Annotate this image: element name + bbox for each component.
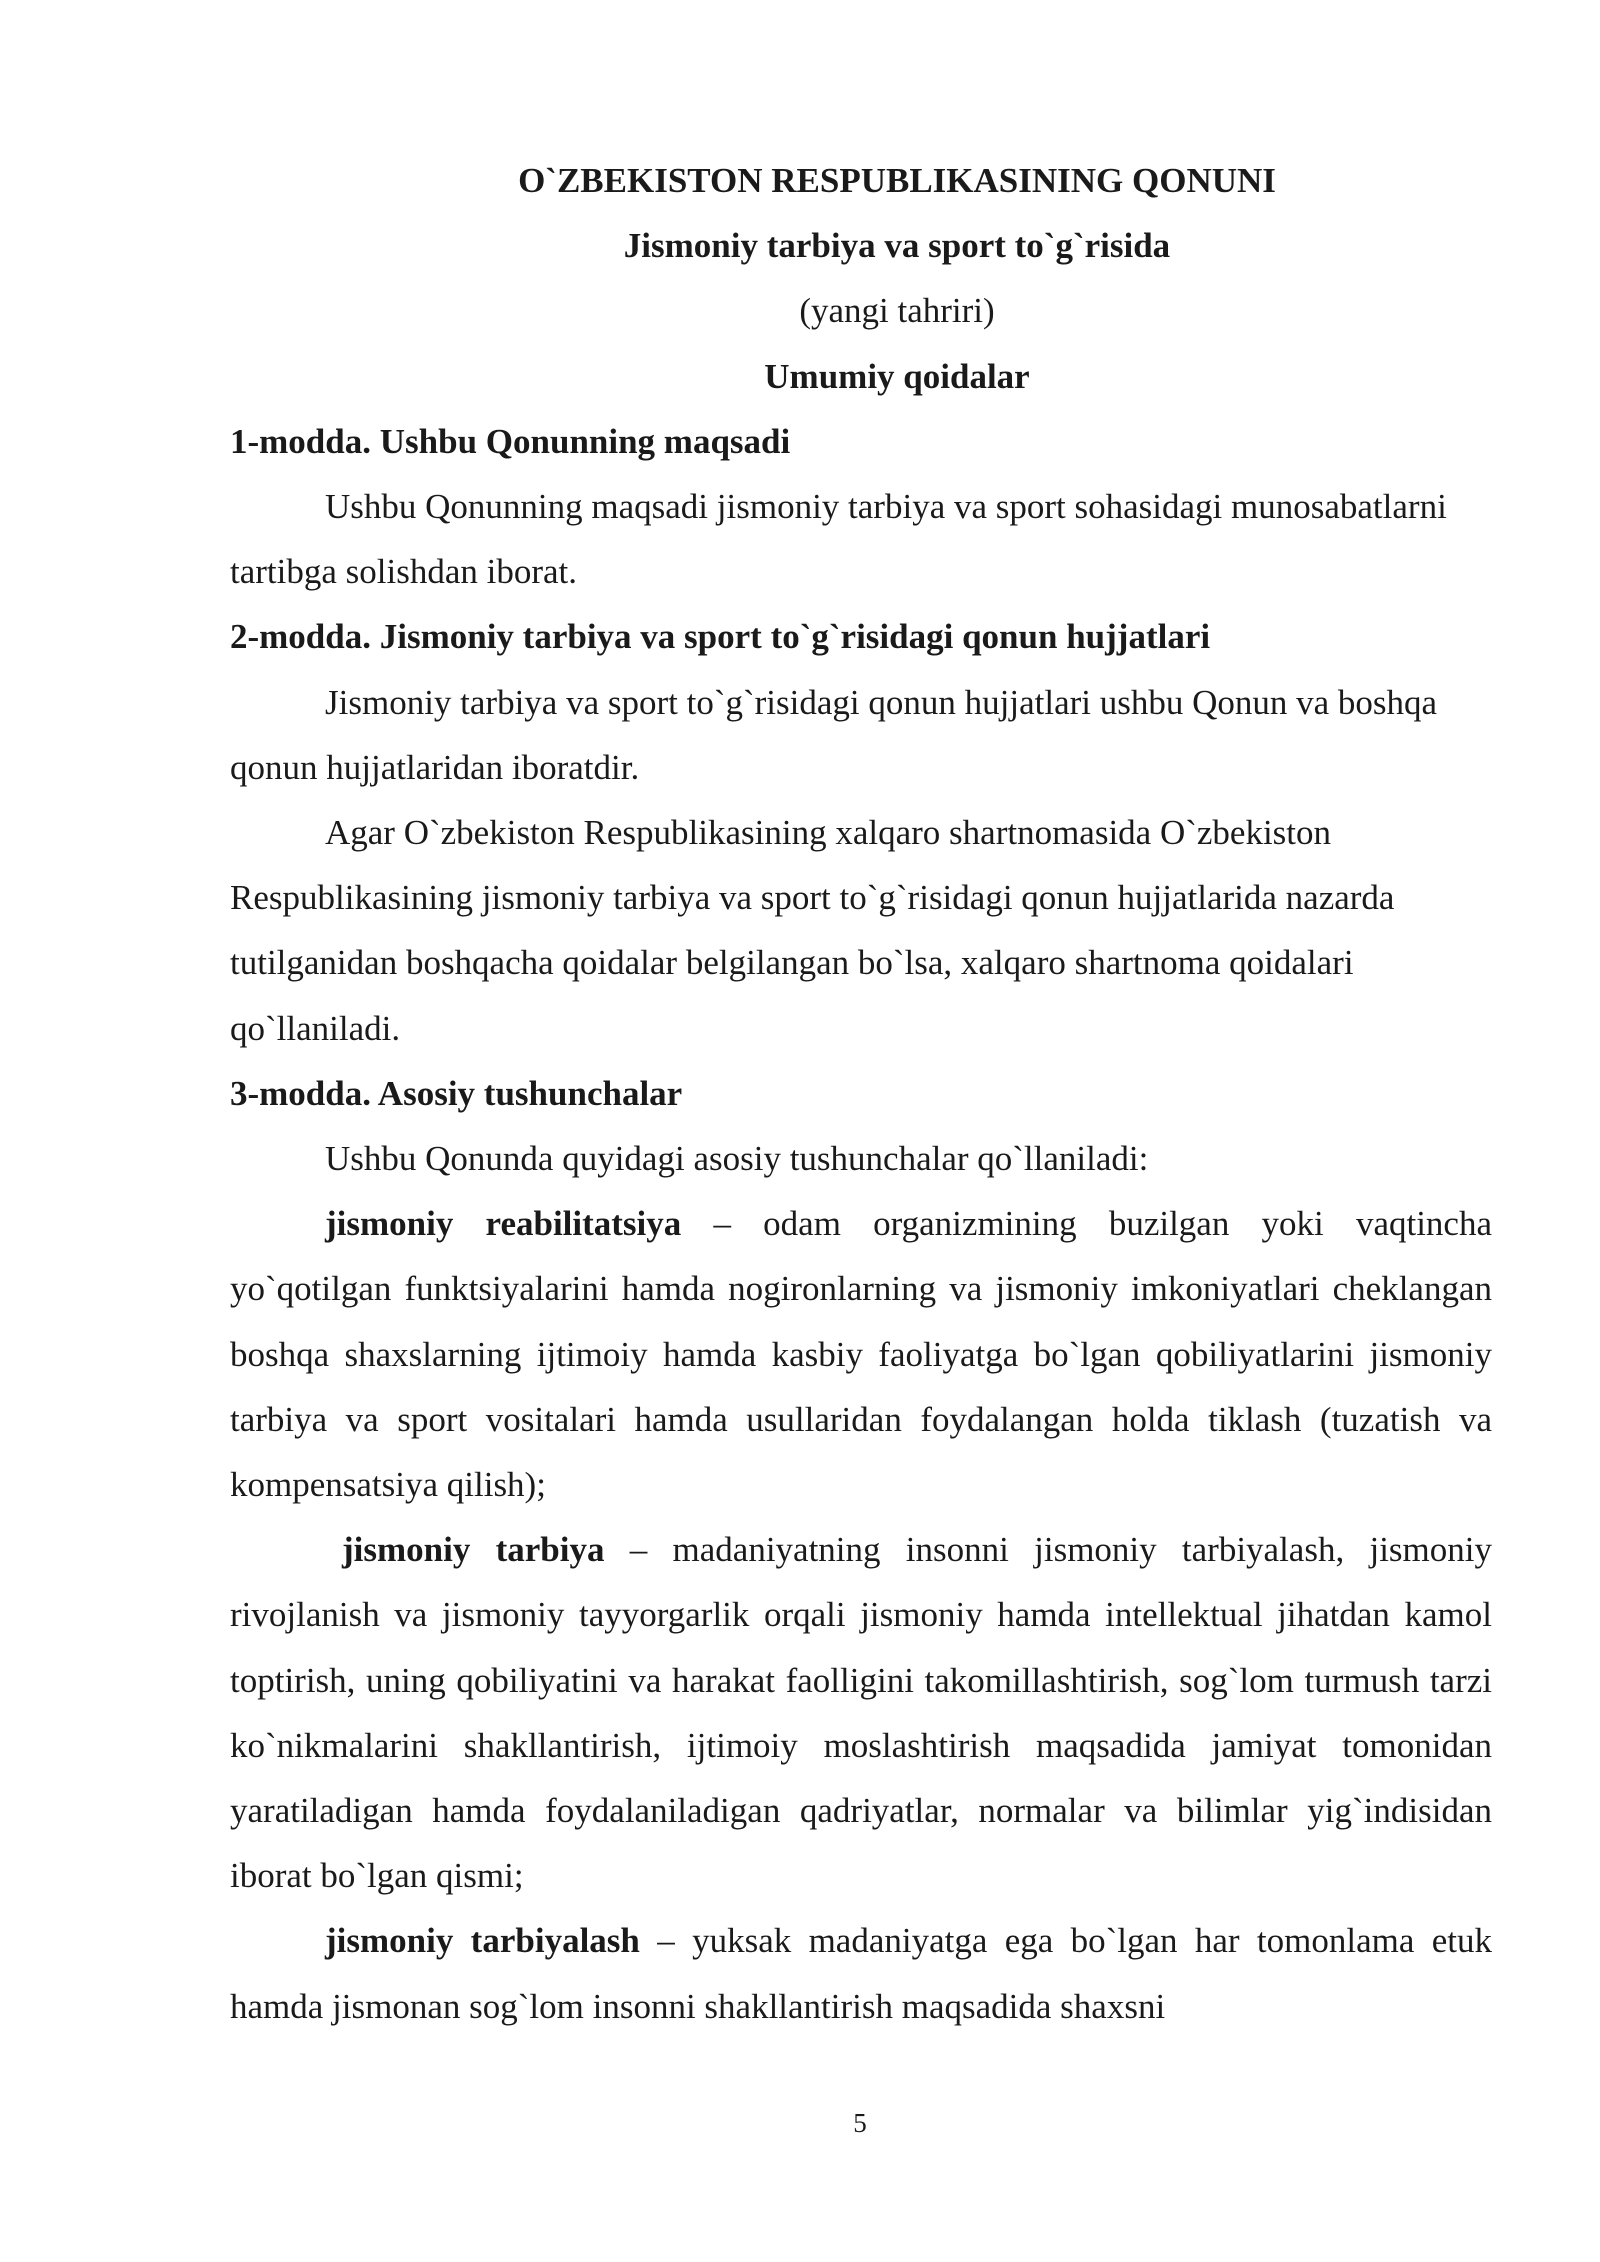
definition-text: – madaniyatning insonni jismoniy tarbiyalash, jismoniy rivojlanish va jismoniy tayyorgarlik orqali jismoniy hamda intellektual jihatdan kamol toptirish, uning qobiliyatini va harakat faolligini takomillashtirish, sog`lom turmush tarzi ko`nikmalarini shakllantirish, ijtimoiy moslashtirish maqsadida jamiyat tomonidan yaratiladigan hamda foydalaniladigan qadriyatlar, normalar va bilimlar yig`indisidan iborat bo`lgan qismi;: [230, 1530, 1492, 1896]
definition-text: – yuksak madaniyatga ega bo`lgan har tomonlama etuk hamda jismonan sog`lom insonni shakllantirish maqsadida shaxsni: [230, 1921, 1492, 2026]
document-title: O`ZBEKISTON RESPUBLIKASINING QONUNI: [518, 161, 1276, 200]
document-edition: (yangi tahriri): [799, 291, 995, 331]
article-1-paragraph: Ushbu Qonunning maqsadi jismoniy tarbiya va sport sohasidagi munosabatlarni tartibga solishdan iborat.: [230, 487, 1447, 592]
page-number: 5: [853, 2108, 867, 2138]
article-2-heading: 2-modda. Jismoniy tarbiya va sport to`g`risidagi qonun hujjatlari: [230, 617, 1211, 657]
definition-text: – odam organizmining buzilgan yoki vaqtincha yo`qotilgan funktsiyalarini hamda nogironlarning va jismoniy imkoniyatlari cheklangan boshqa shaxslarning ijtimoiy hamda kasbiy faoliyatga bo`lgan qobiliyatlarini jismoniy tarbiya va sport vositalari hamda usullaridan foydalangan holda tiklash (tuzatish va kompensatsiya qilish);: [230, 1204, 1493, 1505]
definition-term: jismoniy tarbiya: [342, 1530, 605, 1570]
definition-term: jismoniy tarbiyalash: [325, 1921, 640, 1961]
definition-paragraph: [230, 1517, 1492, 1908]
article-2-paragraph-1: Jismoniy tarbiya va sport to`g`risidagi qonun hujjatlari ushbu Qonun va boshqa qonun hujjatlaridan iboratdir.: [230, 682, 1438, 787]
definition-term: jismoniy reabilitatsiya: [325, 1204, 682, 1244]
definition-paragraph: [230, 1908, 1492, 2038]
article-3-intro: Ushbu Qonunda quyidagi asosiy tushunchalar qo`llaniladi:: [325, 1139, 1149, 1179]
article-2-paragraph-2: Agar O`zbekiston Respublikasining xalqaro shartnomasida O`zbekiston Respublikasining jismoniy tarbiya va sport to`g`risidagi qonun hujjatlarida nazarda tutilganidan boshqacha qoidalar belgilangan bo`lsa, xalqaro shartnoma qoidalari qo`llaniladi.: [230, 813, 1395, 1048]
article-3-heading: 3-modda. Asosiy tushunchalar: [230, 1073, 683, 1113]
article-1-heading: 1-modda. Ushbu Qonunning maqsadi: [230, 421, 791, 461]
document-body: [230, 148, 1492, 2039]
section-title: Umumiy qoidalar: [764, 356, 1030, 396]
document-subtitle: Jismoniy tarbiya va sport to`g`risida: [623, 226, 1171, 266]
definition-paragraph: [230, 1191, 1492, 1517]
